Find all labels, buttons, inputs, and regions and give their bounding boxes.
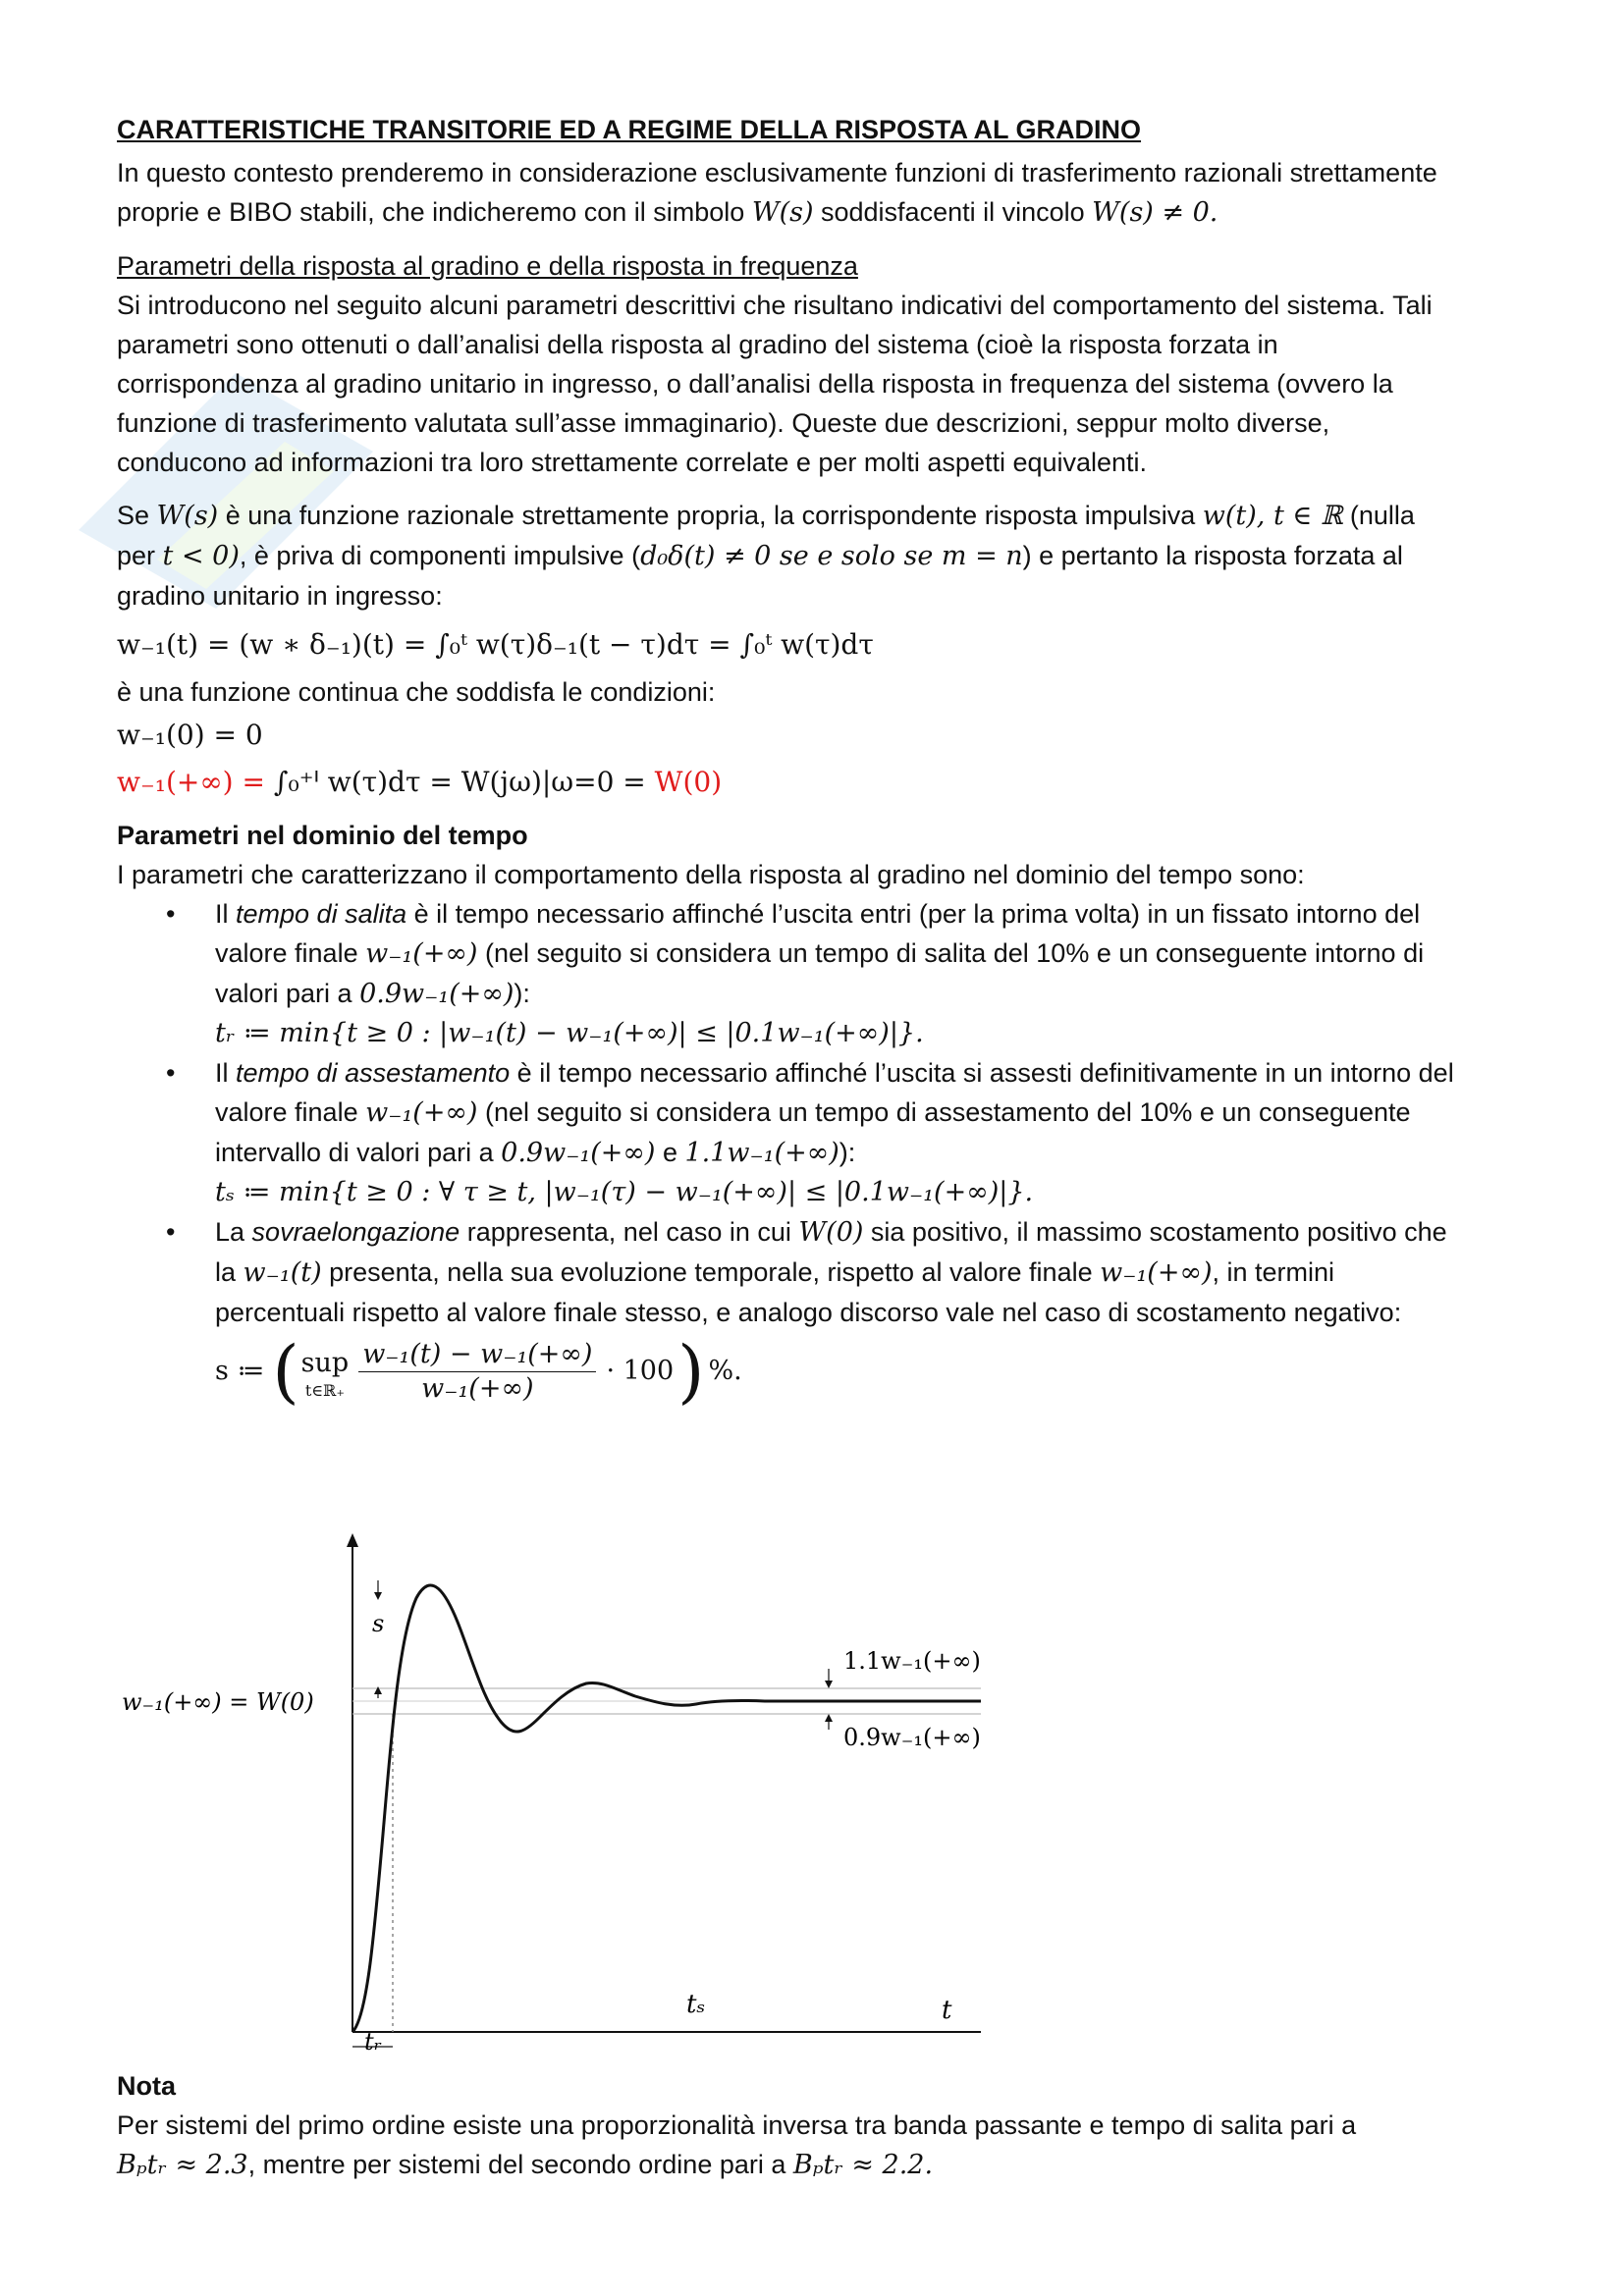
label-rise-time: tᵣ	[364, 2028, 382, 2052]
list-item-overshoot: • La sovraelongazione rappresenta, nel caso in cui W(0) sia positivo, il massimo scostamento positivo che la w₋₁(t) presenta, nella sua evoluzione temporale, rispetto al valore finale w₋₁(+∞), in termini percentuali rispetto al valore finale stesso, e analogo discorso vale nel caso di scostamento negativo: s ≔ ( sup t∈ℝ₊ w₋₁(t) − w₋₁(+∞) w₋₁(+∞) · 100 ) %.	[215, 1212, 1531, 1411]
time-intro: I parametri che caratterizzano il comportamento della risposta al gradino nel dominio del tempo sono:	[117, 860, 1305, 889]
label-lower-band: 0.9w₋₁(+∞)	[843, 1724, 981, 1751]
label-upper-band: 1.1w₋₁(+∞)	[843, 1647, 981, 1675]
formula-rise-time: tᵣ ≔ min{t ≥ 0 : |w₋₁(t) − w₋₁(+∞)| ≤ |0.1w₋₁(+∞)|}.	[215, 1018, 924, 1048]
note-heading: Nota	[117, 2071, 176, 2101]
params-paragraph: Si introducono nel seguito alcuni parametri descrittivi che risultano indicativi del comportamento del sistema. Tali parametri sono ottenuti o dall’analisi della risposta al gradino del sistema (cioè la risposta forzata in corrispondenza al gradino unitario in ingresso, o dall’analisi della risposta in frequenza del sistema (ovvero la funzione di trasferimento valutata sull’asse immaginario). Queste due descrizioni, seppur molto diverse, conducono ad informazioni tra loro strettamente correlate e per molti aspetti equivalenti.	[117, 291, 1433, 477]
equation-convolution: w₋₁(t) = (w ∗ δ₋₁)(t) = ∫₀ᵗ w(τ)δ₋₁(t − τ)dτ = ∫₀ᵗ w(τ)dτ	[117, 628, 874, 661]
section-heading-params: Parametri della risposta al gradino e della risposta in frequenza	[117, 251, 858, 281]
parameters-list	[117, 894, 1531, 1411]
equation-final-value: w₋₁(+∞) = ∫₀⁺ᑊ w(τ)dτ = W(jω)|ω=0 = W(0)	[117, 766, 723, 798]
impulse-paragraph: Se W(s) è una funzione razionale strettamente propria, la corrispondente risposta impulsiva w(t), t ∈ ℝ (nulla per t < 0), è priva di componenti impulsive (d₀δ(t) ≠ 0 se e solo se m = n) e pertanto la risposta forzata al gradino unitario in ingresso:	[117, 501, 1415, 611]
label-time-axis: t	[942, 1996, 952, 2025]
formula-settling-time: tₛ ≔ min{t ≥ 0 : ∀ τ ≥ t, |w₋₁(τ) − w₋₁(+∞)| ≤ |0.1w₋₁(+∞)|}.	[215, 1177, 1034, 1207]
equation-initial-value: w₋₁(0) = 0	[117, 719, 263, 751]
y-axis-arrow	[347, 1533, 358, 1547]
document-body	[117, 110, 1531, 1411]
intro-paragraph: In questo contesto prenderemo in considerazione esclusivamente funzioni di trasferimento razionali strettamente proprie e BIBO stabili, che indicheremo con il simbolo W(s) soddisfacenti il vincolo W(s) ≠ 0.	[117, 158, 1437, 228]
section-heading-time: Parametri nel dominio del tempo	[117, 821, 528, 850]
step-response-figure	[117, 1522, 1001, 2052]
label-settling-time: tₛ	[686, 1990, 706, 2019]
list-item-settling-time: • Il tempo di assestamento è il tempo necessario affinché l’uscita si assesti definitivamente in un intorno del valore finale w₋₁(+∞) (nel seguito si considera un tempo di assestamento del 10% e un conseguente intervallo di valori pari a 0.9w₋₁(+∞) e 1.1w₋₁(+∞)): tₛ ≔ min{t ≥ 0 : ∀ τ ≥ t, |w₋₁(τ) − w₋₁(+∞)| ≤ |0.1w₋₁(+∞)|}.	[215, 1053, 1531, 1212]
label-final-value: w₋₁(+∞) = W(0)	[122, 1688, 314, 1716]
formula-overshoot: s ≔ ( sup t∈ℝ₊ w₋₁(t) − w₋₁(+∞) w₋₁(+∞) · 100 ) %.	[215, 1331, 742, 1412]
page-title: CARATTERISTICHE TRANSITORIE ED A REGIME DELLA RISPOSTA AL GRADINO	[117, 115, 1142, 144]
list-item-rise-time: • Il tempo di salita è il tempo necessario affinché l’uscita entri (per la prima volta) in un fissato intorno del valore finale w₋₁(+∞) (nel seguito si considera un tempo di salita del 10% e un conseguente intorno di valori pari a 0.9w₋₁(+∞)): tᵣ ≔ min{t ≥ 0 : |w₋₁(t) − w₋₁(+∞)| ≤ |0.1w₋₁(+∞)|}.	[215, 894, 1531, 1053]
note-section: Nota Per sistemi del primo ordine esiste una proporzionalità inversa tra banda passante e tempo di salita pari a Bₚtᵣ ≈ 2.3, mentre per sistemi del secondo ordine pari a Bₚtᵣ ≈ 2.2.	[117, 2066, 1531, 2185]
continuous-text: è una funzione continua che soddisfa le condizioni:	[117, 677, 716, 707]
label-overshoot: s	[372, 1610, 385, 1637]
